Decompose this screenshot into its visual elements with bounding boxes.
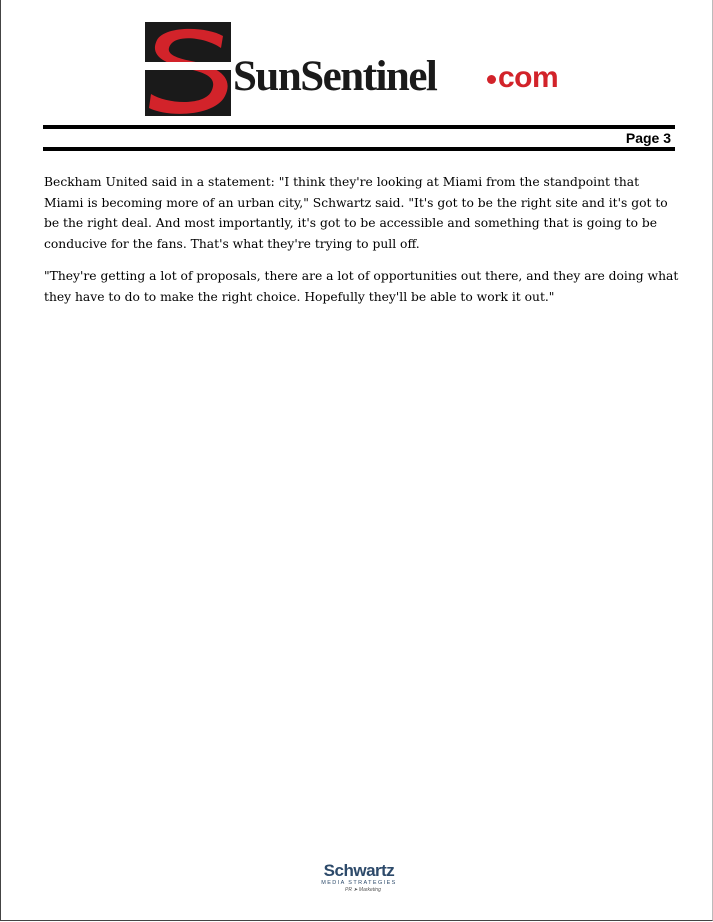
brand-suffix-text: com xyxy=(498,61,559,94)
footer-logo-sub: MEDIA STRATEGIES xyxy=(321,880,397,886)
brand-suffix xyxy=(487,61,558,95)
header-rule-top xyxy=(43,125,675,129)
page-number: Page 3 xyxy=(625,130,671,146)
footer-logo-name: Schwartz xyxy=(323,861,395,880)
dot-icon xyxy=(487,75,496,84)
s-logo-icon xyxy=(145,22,231,116)
footer-logo-tag: PR ➤ Marketing xyxy=(345,887,381,893)
article-paragraph: "They're getting a lot of proposals, there are a lot of opportunities out there, and they are doing what they have to do to make the right choice. Hopefully they'll be able to work it out." xyxy=(44,269,679,304)
brand-name: SunSentinel xyxy=(233,53,437,100)
schwartz-logo xyxy=(317,862,401,894)
sun-sentinel-logo xyxy=(145,22,575,118)
article-paragraph: Beckham United said in a statement: "I think they're looking at Miami from the standpoint that Miami is becoming more of an urban city," Schwartz said. "It's got to be the right site and it's got to be the right deal. And most importantly, it's got to be accessible and something that is going to be conducive for the fans. That's what they're trying to pull off. xyxy=(44,175,668,251)
article-body xyxy=(44,172,680,319)
header-rule-bottom xyxy=(43,147,675,151)
